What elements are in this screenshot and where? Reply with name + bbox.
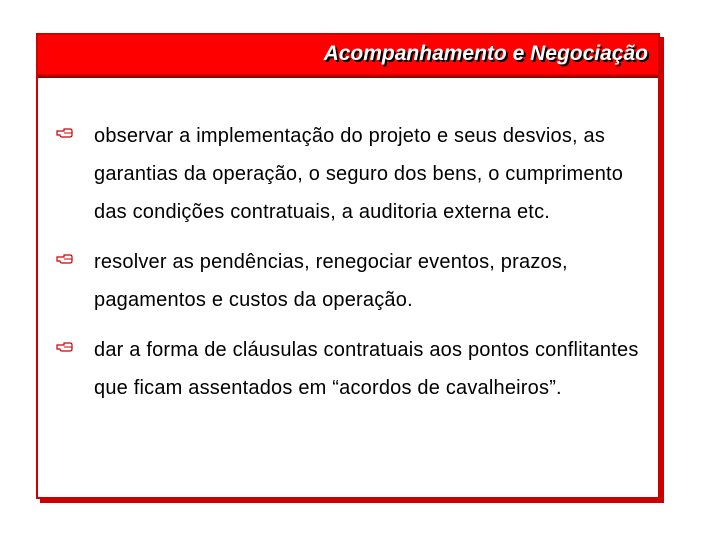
list-item xyxy=(56,331,646,407)
pointing-hand-icon xyxy=(56,252,74,266)
title-bar xyxy=(38,35,658,76)
pointing-hand-icon xyxy=(56,126,74,140)
list-item xyxy=(56,243,646,319)
pointing-hand-icon xyxy=(56,340,74,354)
slide-frame xyxy=(36,33,660,499)
bullet-text: resolver as pendências, renegociar eventos, prazos, pagamentos e custos da operação. xyxy=(94,251,568,311)
bullet-text: dar a forma de cláusulas contratuais aos pontos conflitantes que ficam assentados em “acordos de cavalheiros”. xyxy=(94,339,639,399)
bullet-text: observar a implementação do projeto e seus desvios, as garantias da operação, o seguro dos bens, o cumprimento das condições contratuais, a auditoria externa etc. xyxy=(94,125,624,223)
slide-title: Acompanhamento e Negociação xyxy=(323,42,648,65)
list-item xyxy=(56,117,646,231)
bullet-list xyxy=(56,117,646,419)
